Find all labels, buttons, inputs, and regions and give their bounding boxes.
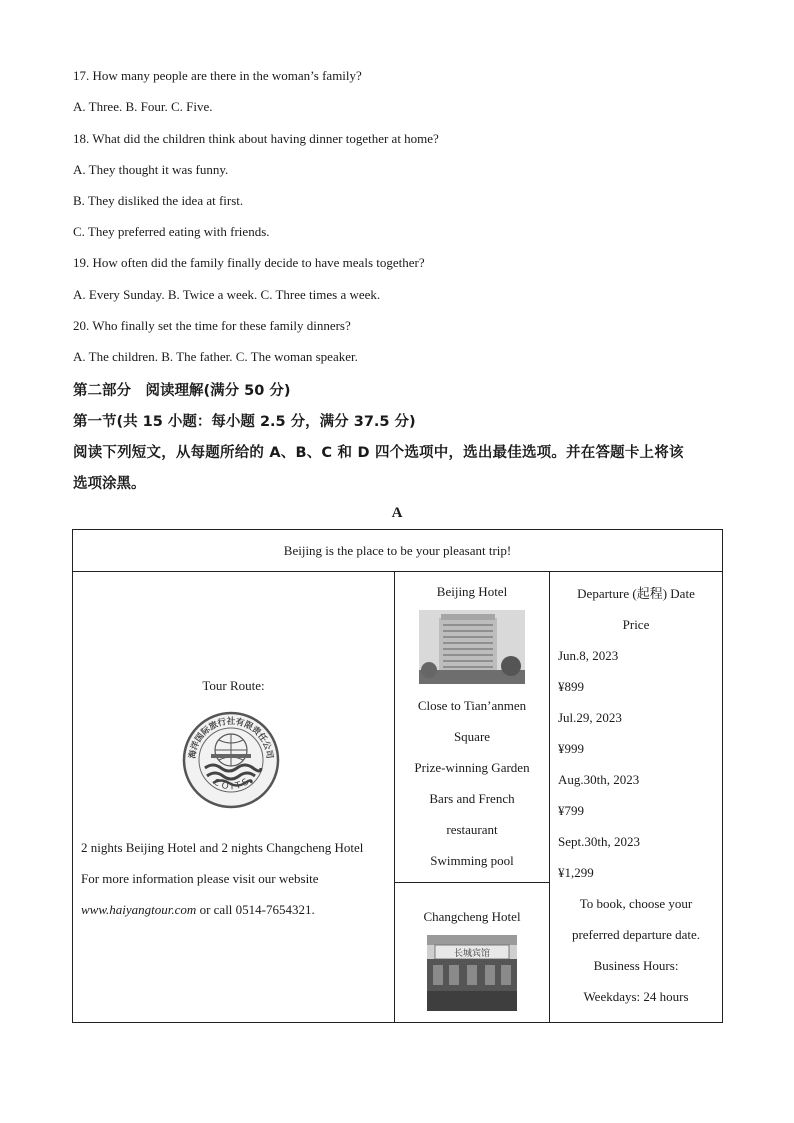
changcheng-hotel-photo [427, 935, 517, 1011]
question-18-option-b: B. They disliked the idea at first. [73, 193, 244, 208]
seal-code: C O I T S [211, 777, 251, 793]
question-19: 19. How often did the family finally decide to have meals together? [73, 255, 425, 270]
question-18-option-c: C. They preferred eating with friends. [73, 224, 270, 239]
question-19-options: A. Every Sunday. B. Twice a week. C. Three times a week. [73, 287, 381, 302]
hotel1-feature: Swimming pool [430, 853, 514, 868]
part-title: 第二部分 阅读理解(满分 50 分) [73, 383, 291, 399]
section-title: 第一节(共 15 小题：每小题 2.5 分，满分 37.5 分) [73, 414, 416, 430]
travel-agency-seal-icon [181, 710, 281, 810]
booking-line-1: To book, choose your [579, 896, 693, 911]
passage-letter: A [391, 505, 403, 521]
booking-line-2: preferred departure date. [571, 927, 701, 942]
beijing-hotel-name: Beijing Hotel [436, 584, 508, 599]
beijing-hotel-cell [395, 572, 550, 883]
question-17-options: A. Three. B. Four. C. Five. [73, 99, 213, 114]
info-line: For more information please visit our website [81, 871, 319, 886]
departure-price: ¥799 [558, 803, 584, 818]
website-link[interactable]: www.haiyangtour.com [81, 902, 197, 917]
hotel1-feature: Bars and French [429, 791, 515, 806]
tour-route-label: Tour Route: [202, 678, 265, 693]
ad-header: Beijing is the place to be your pleasant trip! [73, 530, 723, 572]
question-17: 17. How many people are there in the woman’s family? [73, 68, 362, 83]
changcheng-hotel-cell [395, 883, 550, 1023]
departure-price: ¥899 [558, 679, 584, 694]
price-header: Price [622, 617, 650, 632]
question-18-option-a: A. They thought it was funny. [73, 162, 229, 177]
hotel-sign-text: 长城宾馆 [453, 949, 491, 959]
departure-date-header: Departure (起程) Date [577, 586, 695, 601]
departure-price: ¥999 [558, 741, 584, 756]
hotel1-feature: Square [453, 729, 491, 744]
departure-date: Aug.30th, 2023 [558, 772, 640, 787]
contact-line [81, 894, 363, 925]
route-line: 2 nights Beijing Hotel and 2 nights Changcheng Hotel [81, 840, 364, 855]
hotel1-feature: Prize-winning Garden [414, 760, 530, 775]
phone-text: or call 0514-7654321. [196, 902, 315, 917]
business-hours-value: Weekdays: 24 hours [583, 989, 689, 1004]
tour-route-cell [73, 572, 395, 1023]
seal-text: 海洋国际旅行社有限责任公司 [187, 717, 275, 760]
question-20-options: A. The children. B. The father. C. The woman speaker. [73, 349, 358, 364]
question-18: 18. What did the children think about having dinner together at home? [73, 131, 439, 146]
beijing-hotel-photo [419, 610, 525, 684]
hotel1-feature: restaurant [446, 822, 498, 837]
instruction-line-2: 选项涂黑。 [73, 476, 146, 492]
departure-price: ¥1,299 [558, 865, 594, 880]
tour-ad-table [72, 529, 723, 1023]
question-20: 20. Who finally set the time for these family dinners? [73, 318, 351, 333]
changcheng-hotel-name: Changcheng Hotel [423, 909, 521, 924]
departure-date: Jun.8, 2023 [558, 648, 619, 663]
departure-date: Sept.30th, 2023 [558, 834, 640, 849]
business-hours-label: Business Hours: [593, 958, 679, 973]
departure-date: Jul.29, 2023 [558, 710, 622, 725]
hotel1-feature: Close to Tian’anmen [417, 698, 527, 713]
departure-price-cell [550, 572, 723, 1023]
instruction-line-1: 阅读下列短文，从每题所给的 A、B、C 和 D 四个选项中，选出最佳选项。并在答题卡上将该 [73, 445, 684, 461]
